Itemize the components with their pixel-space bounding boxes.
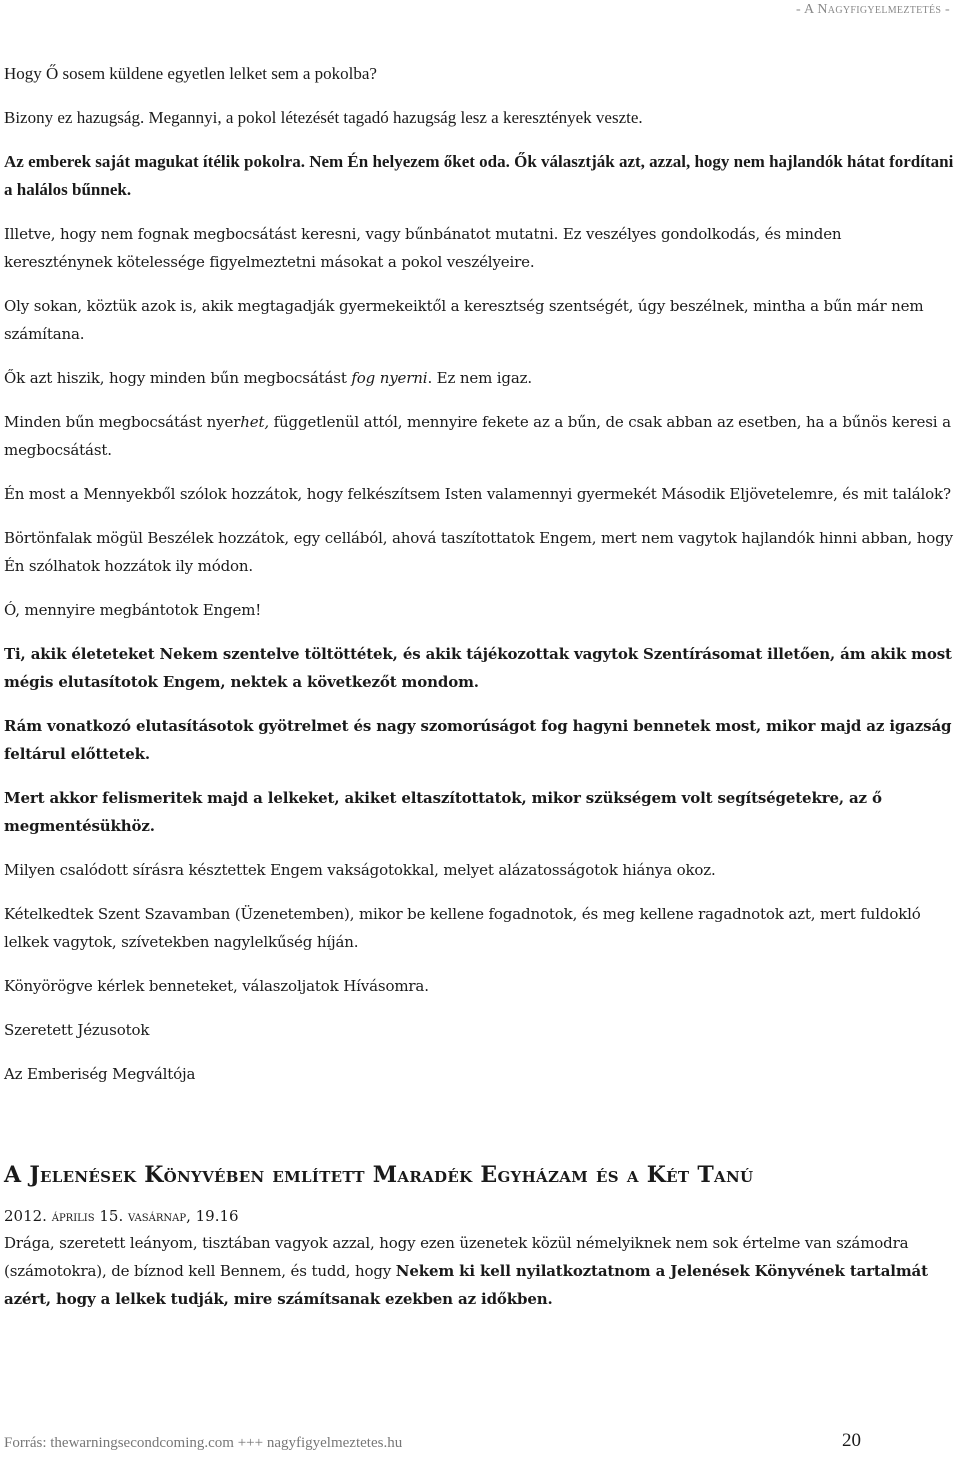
paragraph: Börtönfalak mögül Beszélek hozzátok, egy cellából, ahová taszítottatok Engem, mert nem vagytok hajlandók hinni abban, hogy Én szólhatok hozzátok ily módon. [4, 529, 953, 575]
paragraph: Könyörögve kérlek benneteket, válaszoljatok Hívásomra. [4, 977, 429, 995]
paragraph-text: . Ez nem igaz. [427, 369, 533, 387]
paragraph-text: Ők azt hiszik, hogy minden bűn megbocsátást [4, 369, 352, 387]
paragraph-italic-text: fog nyerni [351, 369, 428, 387]
date-month: április [51, 1209, 95, 1225]
page-footer [4, 1430, 954, 1452]
paragraph-bold: Az emberek saját magukat ítélik pokolra. Nem Én helyezem őket oda. Ők választják azt, azzal, hogy nem hajlandók hátat fordítani a halálos bűnnek. [4, 152, 954, 199]
paragraph-text: Drága, szeretett leányom, tisztában vagyok azzal, hogy ezen üzenetek közül némelyiknek nem sok értelme van számodra (számotokra), de bíznod kell Bennem, és tudd, hogy [4, 1234, 909, 1280]
date-day: 15. [94, 1207, 128, 1225]
signature-line: Szeretett Jézusotok [4, 1021, 150, 1039]
paragraph [4, 364, 954, 392]
date-time: , 19.16 [186, 1207, 239, 1225]
paragraph: Oly sokan, köztük azok is, akik megtagadják gyermekeiktől a keresztség szentségét, úgy beszélnek, mintha a bűn már nem számítana. [4, 297, 924, 343]
paragraph: Bizony ez hazugság. Megannyi, a pokol létezését tagadó hazugság lesz a keresztények veszte. [4, 108, 643, 127]
running-header: - A Nagyfigyelmeztetés - [795, 2, 950, 17]
date-year: 2012. [4, 1207, 52, 1225]
paragraph-bold: Ti, akik életeteket Nekem szentelve töltöttétek, és akik tájékozottak vagytok Szentírásomat illetően, ám akik most mégis elutasítotok Engem, nektek a következőt mondom. [4, 645, 952, 691]
paragraph-text: függetlenül attól, mennyire fekete az a bűn, de csak abban az esetben, ha a bűnös keresi a megbocsátást. [4, 413, 951, 459]
paragraph-bold-text: Nekem ki kell nyilatkoztatnom a Jelenések Könyvének tartalmát azért, hogy a lelkek tudják, mire számítsanak ezekben az időkben. [4, 1262, 928, 1308]
paragraph-text: Minden bűn megbocsátást nyer [4, 413, 241, 431]
paragraph: Én most a Mennyekből szólok hozzátok, hogy felkészítsem Isten valamennyi gyermekét Második Eljövetelemre, és mit találok? [4, 485, 951, 503]
paragraph: Ó, mennyire megbántotok Engem! [4, 601, 262, 619]
paragraph: Kételkedtek Szent Szavamban (Üzenetemben), mikor be kellene fogadnotok, és meg kellene ragadnotok azt, mert fuldokló lelkek vagytok, szívetekben nagylelkűség híján. [4, 905, 921, 951]
paragraph-italic-text: het, [240, 413, 269, 431]
paragraph: Hogy Ő sosem küldene egyetlen lelket sem a pokolba? [4, 64, 377, 83]
message-date [4, 1204, 954, 1229]
paragraph [4, 1229, 954, 1313]
paragraph [4, 408, 954, 464]
signature-line: Az Emberiség Megváltója [4, 1065, 196, 1083]
date-weekday: vasárnap [128, 1209, 187, 1225]
document-body [4, 60, 954, 1329]
paragraph-bold: Rám vonatkozó elutasításotok gyötrelmet és nagy szomorúságot fog hagyni bennetek most, mikor majd az igazság feltárul előttetek. [4, 717, 952, 763]
section-title: A Jelenések Könyvében említett Maradék Egyházam és a Két Tanú [4, 1162, 754, 1188]
paragraph: Milyen csalódott sírásra késztettek Engem vakságotokkal, melyet alázatosságotok hiánya okoz. [4, 861, 716, 879]
paragraph-bold: Mert akkor felismeritek majd a lelkeket, akiket eltaszítottatok, mikor szükségem volt segítségetekre, az ő megmentésükhöz. [4, 789, 882, 835]
page-number: 20 [842, 1430, 861, 1451]
paragraph: Illetve, hogy nem fognak megbocsátást keresni, vagy bűnbánatot mutatni. Ez veszélyes gondolkodás, és minden kereszténynek kötelessége figyelmeztetni másokat a pokol veszélyeire. [4, 225, 842, 271]
footer-source: Forrás: thewarningsecondcoming.com +++ nagyfigyelmeztetes.hu [4, 1435, 403, 1451]
